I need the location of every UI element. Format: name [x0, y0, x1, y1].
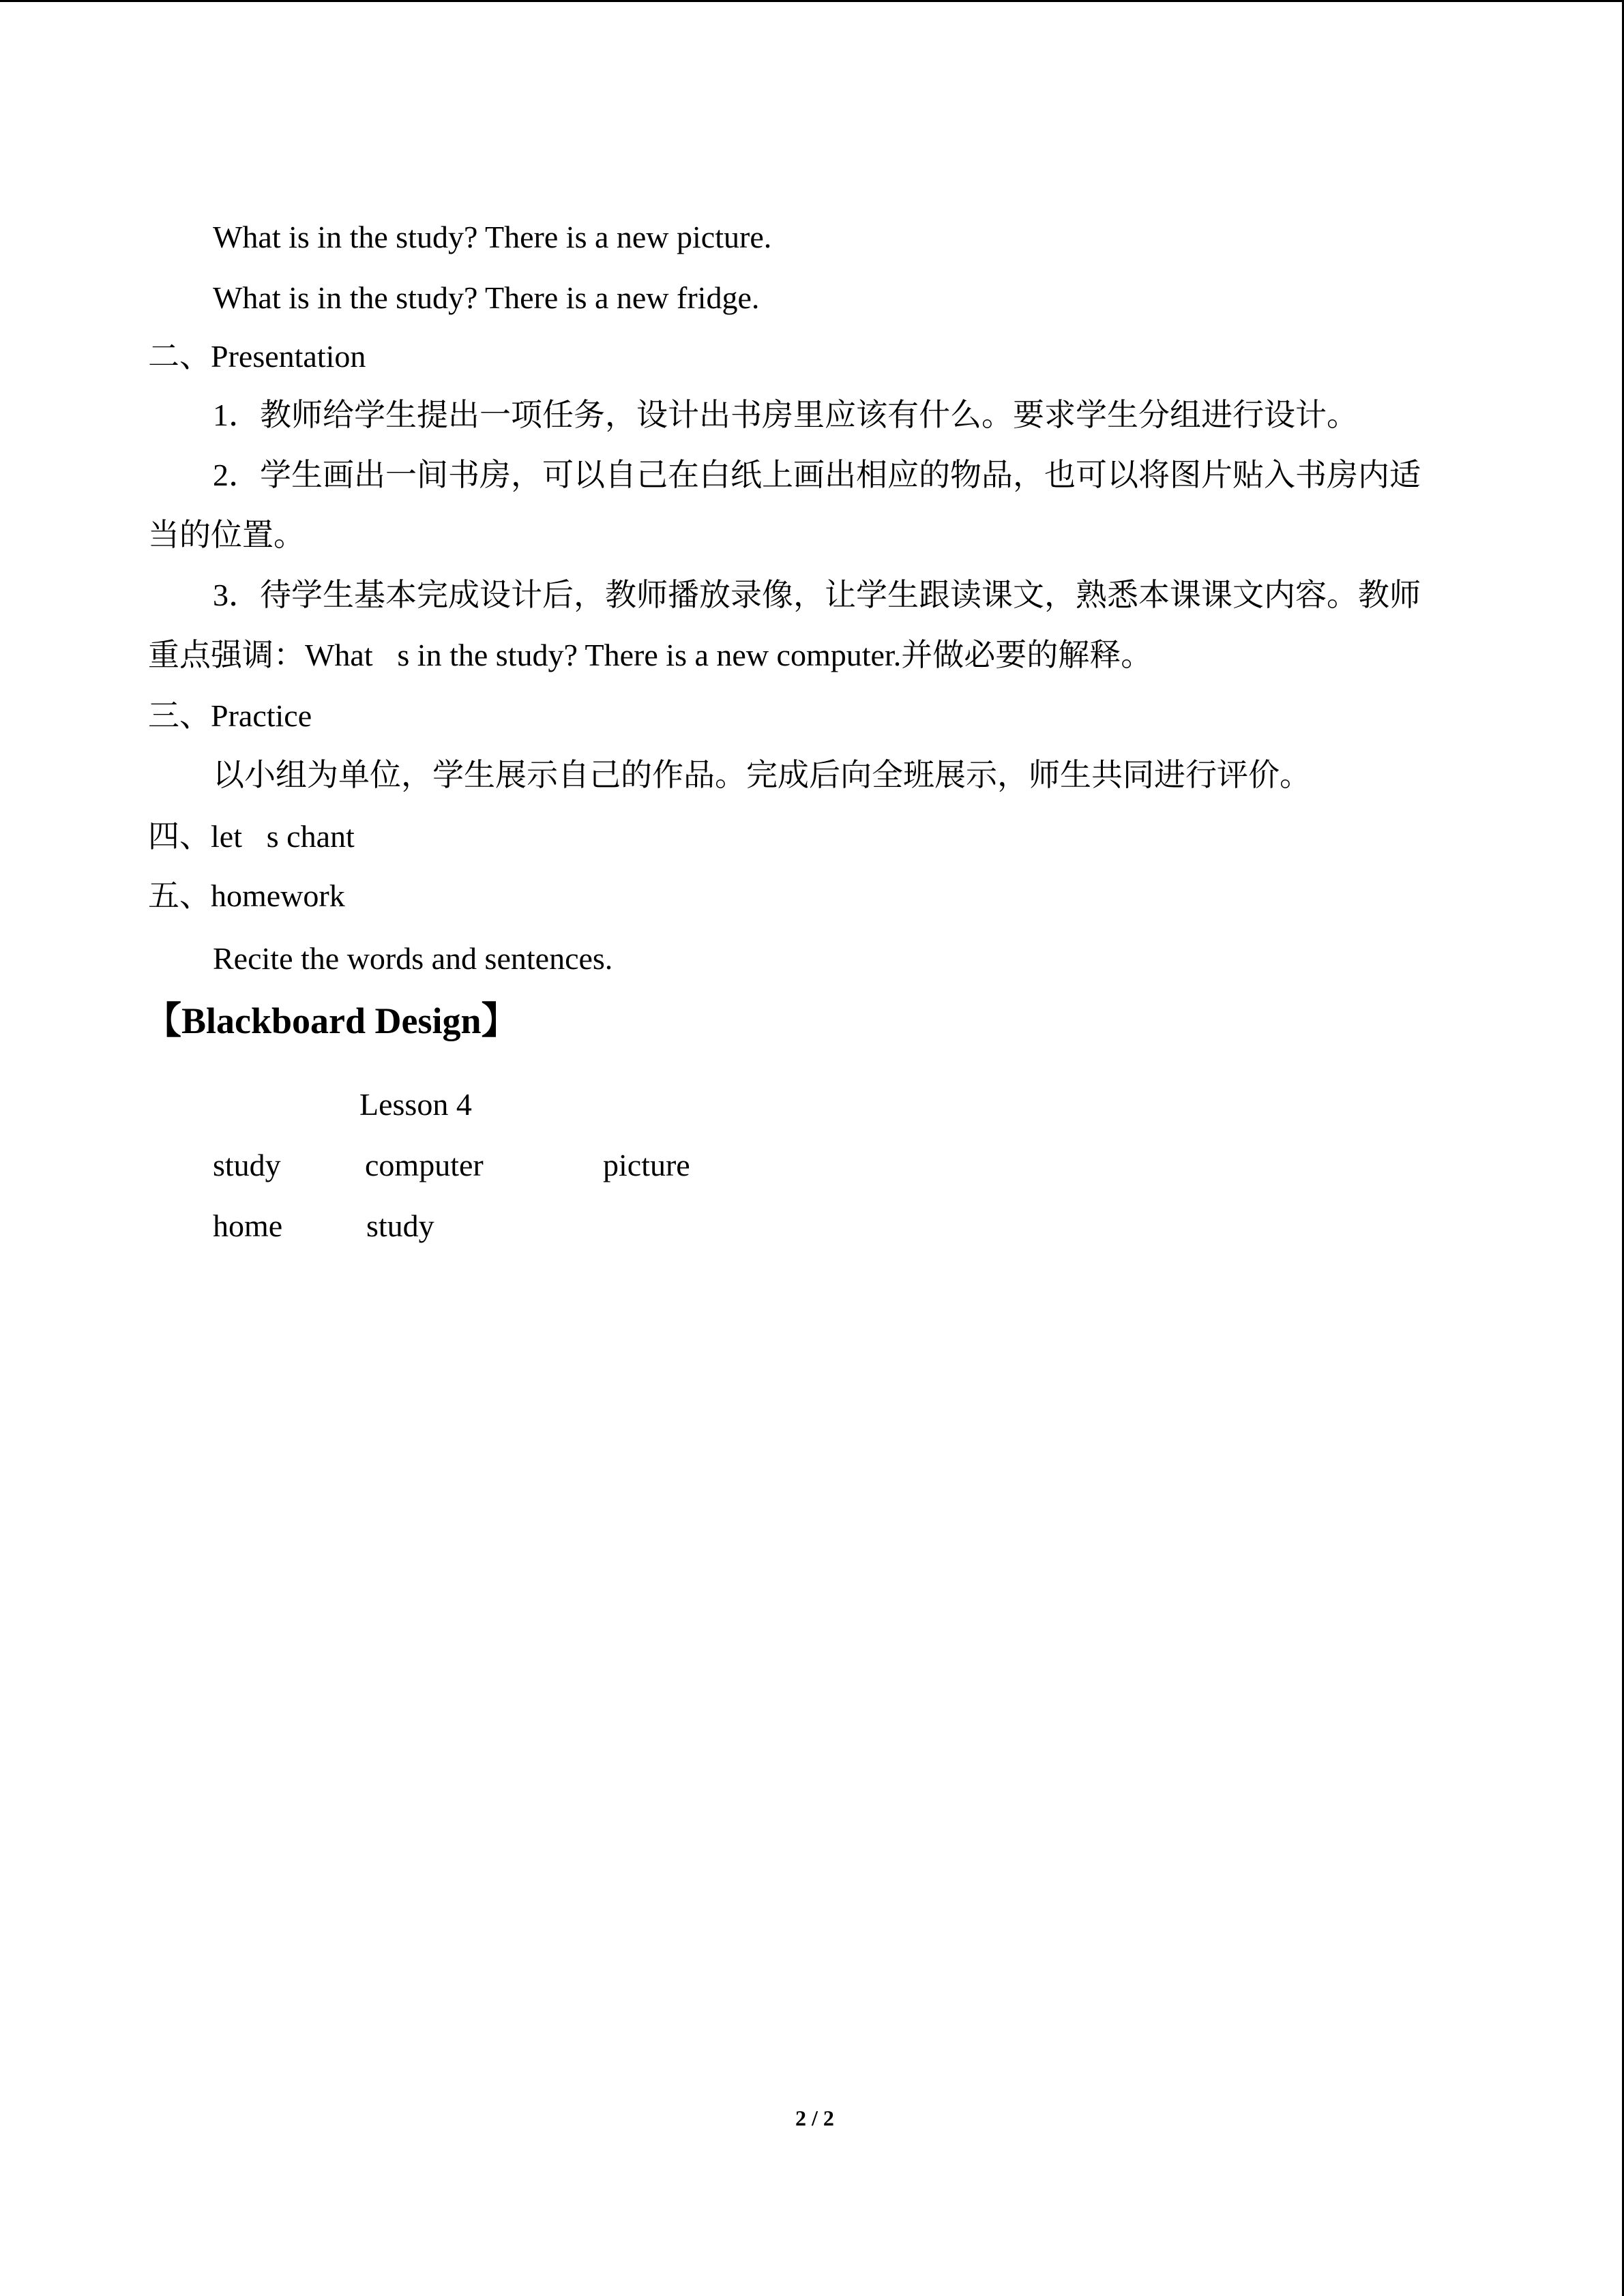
text-line: What is in the study? There is a new fridge. — [213, 280, 760, 315]
blackboard-word: computer — [365, 1148, 484, 1182]
page-number: 2 / 2 — [795, 2106, 834, 2130]
blackboard-word: picture — [603, 1148, 690, 1182]
blackboard-lesson-title: Lesson 4 — [359, 1087, 472, 1122]
page-border-top — [0, 0, 1624, 2]
section-heading-chant: 四、let󰀀s chant — [148, 819, 355, 854]
text-line: 以小组为单位，学生展示自己的作品。完成后向全班展示，师生共同进行评价。 — [213, 758, 1311, 792]
section-heading-presentation: 二、Presentation — [148, 339, 366, 374]
text-line: Recite the words and sentences. — [213, 941, 613, 976]
text-line: 3．待学生基本完成设计后，教师播放录像，让学生跟读课文，熟悉本课课文内容。教师 — [213, 578, 1421, 612]
blackboard-word: study — [366, 1208, 434, 1243]
blackboard-word: home — [213, 1208, 283, 1243]
blackboard-design-heading: 【Blackboard Design】 — [145, 1000, 518, 1041]
text-line: What is in the study? There is a new picture. — [213, 220, 772, 254]
text-line: 重点强调：What󰀀s in the study? There is a new computer.并做必要的解释。 — [148, 638, 1153, 672]
text-line: 2．学生画出一间书房，可以自己在白纸上画出相应的物品，也可以将图片贴入书房内适 — [213, 458, 1421, 492]
text-line: 当的位置。 — [148, 518, 305, 552]
section-heading-homework: 五、homework — [148, 878, 345, 913]
blackboard-word: study — [213, 1148, 281, 1182]
section-heading-practice: 三、Practice — [148, 698, 312, 733]
text-line: 1．教师给学生提出一项任务，设计出书房里应该有什么。要求学生分组进行设计。 — [213, 398, 1358, 432]
